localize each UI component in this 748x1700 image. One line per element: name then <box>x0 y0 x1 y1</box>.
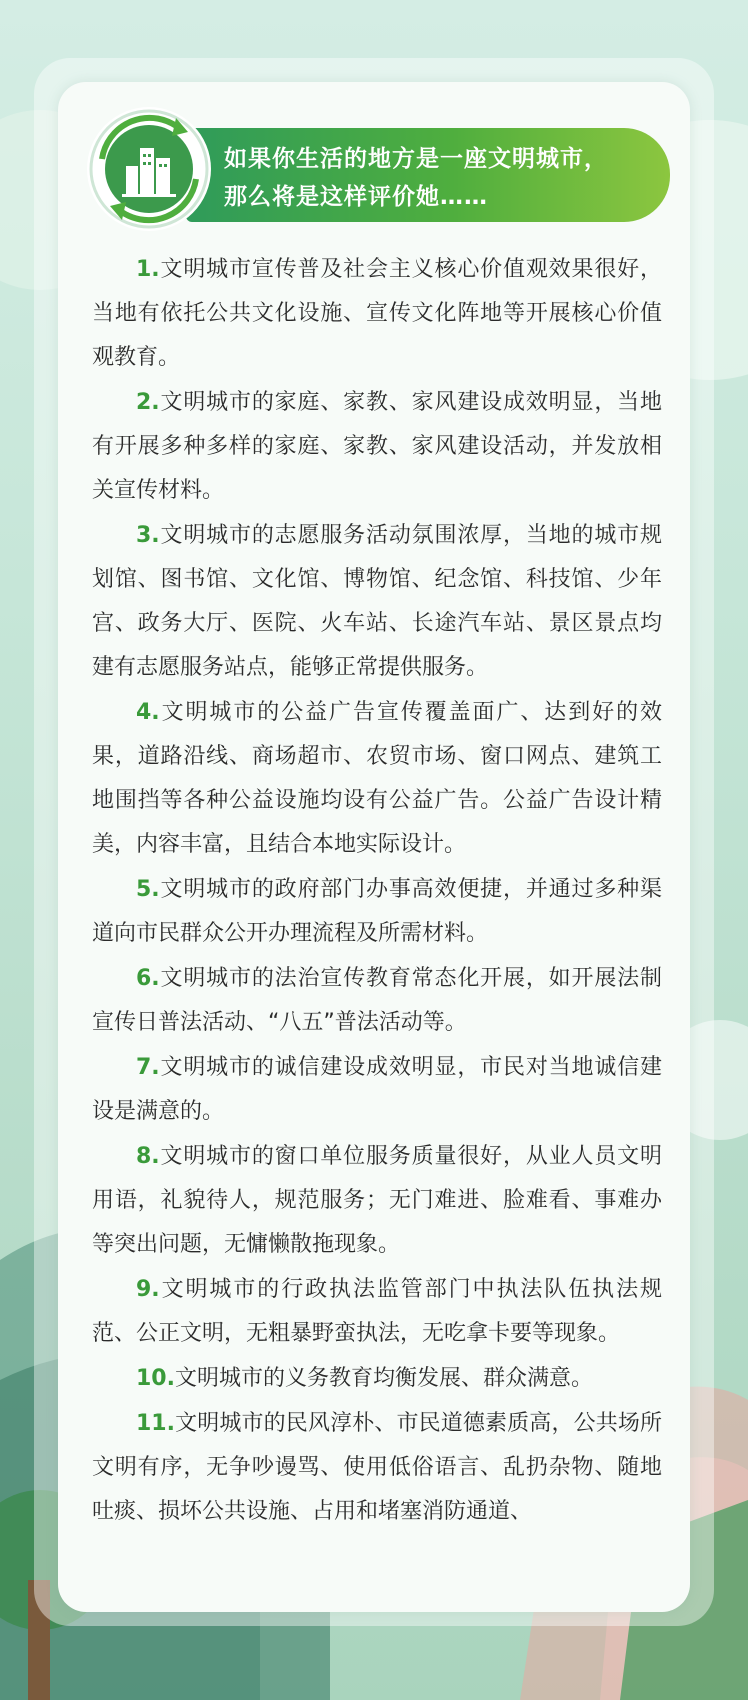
item-text: 文明城市宣传普及社会主义核心价值观效果很好，当地有依托公共文化设施、宣传文化阵地等开展核心价值观教育。 <box>92 257 662 370</box>
item-text: 文明城市的政府部门办事高效便捷，并通过多种渠道向市民群众公开办理流程及所需材料。 <box>92 877 662 946</box>
criteria-item-2 <box>92 381 662 513</box>
criteria-item-11 <box>92 1402 662 1534</box>
item-number: 8. <box>136 1144 160 1169</box>
criteria-item-4 <box>92 691 662 867</box>
item-text: 文明城市的民风淳朴、市民道德素质高，公共场所文明有序，无争吵谩骂、使用低俗语言、乱扔杂物、随地吐痰、损坏公共设施、占用和堵塞消防通道、 <box>92 1411 662 1524</box>
item-text: 文明城市的公益广告宣传覆盖面广、达到好的效果，道路沿线、商场超市、农贸市场、窗口网点、建筑工地围挡等各种公益设施均设有公益广告。公益广告设计精美，内容丰富，且结合本地实际设计。 <box>92 700 662 857</box>
item-number: 11. <box>136 1411 175 1436</box>
banner-title-line2: 那么将是这样评价她…… <box>224 184 488 210</box>
item-text: 文明城市的行政执法监管部门中执法队伍执法规范、公正文明，无粗暴野蛮执法，无吃拿卡要等现象。 <box>92 1277 662 1346</box>
criteria-item-9 <box>92 1268 662 1356</box>
item-number: 1. <box>136 257 160 282</box>
item-number: 9. <box>136 1277 160 1302</box>
item-text: 文明城市的诚信建设成效明显，市民对当地诚信建设是满意的。 <box>92 1055 662 1124</box>
item-number: 6. <box>136 966 160 991</box>
criteria-item-1 <box>92 248 662 380</box>
criteria-item-6 <box>92 957 662 1045</box>
banner-title-line1: 如果你生活的地方是一座文明城市， <box>224 146 608 172</box>
criteria-item-7 <box>92 1046 662 1134</box>
item-text: 文明城市的志愿服务活动氛围浓厚，当地的城市规划馆、图书馆、文化馆、博物馆、纪念馆、科技馆、少年宫、政务大厅、医院、火车站、长途汽车站、景区景点均建有志愿服务站点，能够正常提供服务。 <box>92 523 662 680</box>
item-number: 10. <box>136 1366 175 1391</box>
item-text: 文明城市的法治宣传教育常态化开展，如开展法制宣传日普法活动、“八五”普法活动等。 <box>92 966 662 1035</box>
item-number: 7. <box>136 1055 160 1080</box>
item-number: 5. <box>136 877 160 902</box>
item-text: 文明城市的窗口单位服务质量很好，从业人员文明用语，礼貌待人，规范服务；无门难进、脸难看、事难办等突出问题，无慵懒散拖现象。 <box>92 1144 662 1257</box>
item-number: 4. <box>136 700 160 725</box>
item-text: 文明城市的家庭、家教、家风建设成效明显，当地有开展多种多样的家庭、家教、家风建设活动，并发放相关宣传材料。 <box>92 390 662 503</box>
criteria-item-10 <box>92 1357 662 1401</box>
criteria-item-5 <box>92 868 662 956</box>
item-number: 3. <box>136 523 160 548</box>
criteria-item-8 <box>92 1135 662 1267</box>
item-number: 2. <box>136 390 160 415</box>
city-building-recycle-icon <box>84 104 214 234</box>
criteria-list <box>92 248 662 1535</box>
item-text: 文明城市的义务教育均衡发展、群众满意。 <box>174 1366 593 1391</box>
criteria-item-3 <box>92 514 662 690</box>
